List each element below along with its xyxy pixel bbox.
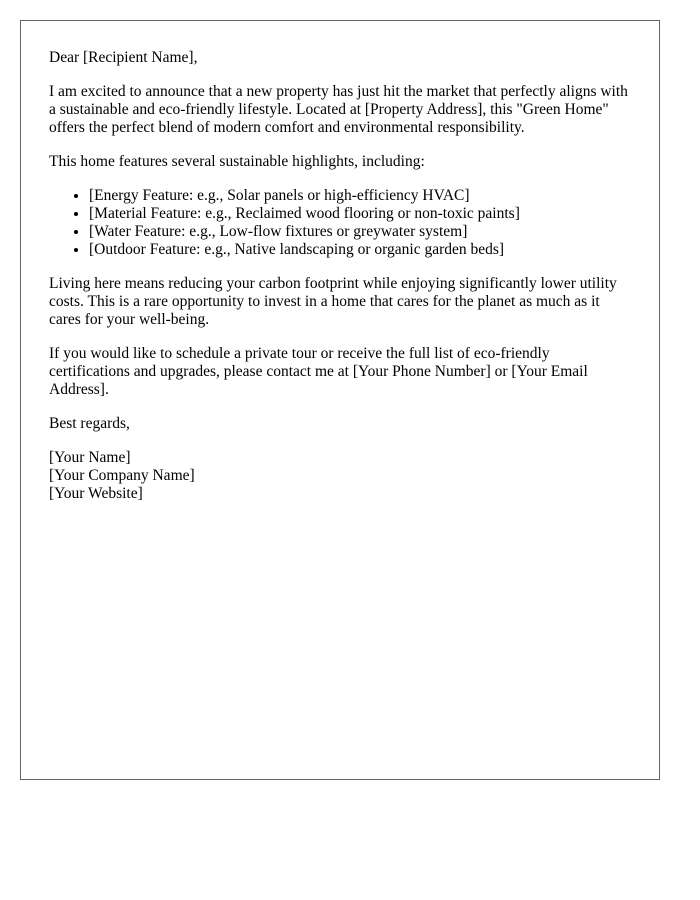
signature-name: [Your Name] (49, 449, 131, 466)
intro-paragraph: I am excited to announce that a new property has just hit the market that perfectly aligns with a sustainable and eco-friendly lifestyle. Located at [Property Address], this "Green Home" offers the perfect blend of modern comfort and environmental responsibility. (49, 83, 628, 136)
list-item-energy-feature: • [Energy Feature: e.g., Solar panels or high-efficiency HVAC] (89, 187, 631, 205)
contact-paragraph: If you would like to schedule a private tour or receive the full list of eco-friendly certifications and upgrades, please contact me at [Your Phone Number] or [Your Email Address]. (49, 345, 588, 398)
signature-website: [Your Website] (49, 485, 143, 502)
signature-block (49, 449, 631, 503)
signature-company: [Your Company Name] (49, 467, 195, 484)
list-item-outdoor-feature: • [Outdoor Feature: e.g., Native landscaping or organic garden beds] (89, 241, 631, 259)
features-intro: This home features several sustainable highlights, including: (49, 153, 425, 170)
letter (20, 20, 660, 780)
benefits-paragraph: Living here means reducing your carbon footprint while enjoying significantly lower utility costs. This is a rare opportunity to invest in a home that cares for the planet as much as it cares for your well-being. (49, 275, 617, 328)
features-list (49, 187, 631, 259)
list-item-water-feature: • [Water Feature: e.g., Low-flow fixtures or greywater system] (89, 223, 631, 241)
closing: Best regards, (49, 415, 130, 432)
greeting: Dear [Recipient Name], (49, 49, 198, 66)
list-item-material-feature: • [Material Feature: e.g., Reclaimed wood flooring or non-toxic paints] (89, 205, 631, 223)
